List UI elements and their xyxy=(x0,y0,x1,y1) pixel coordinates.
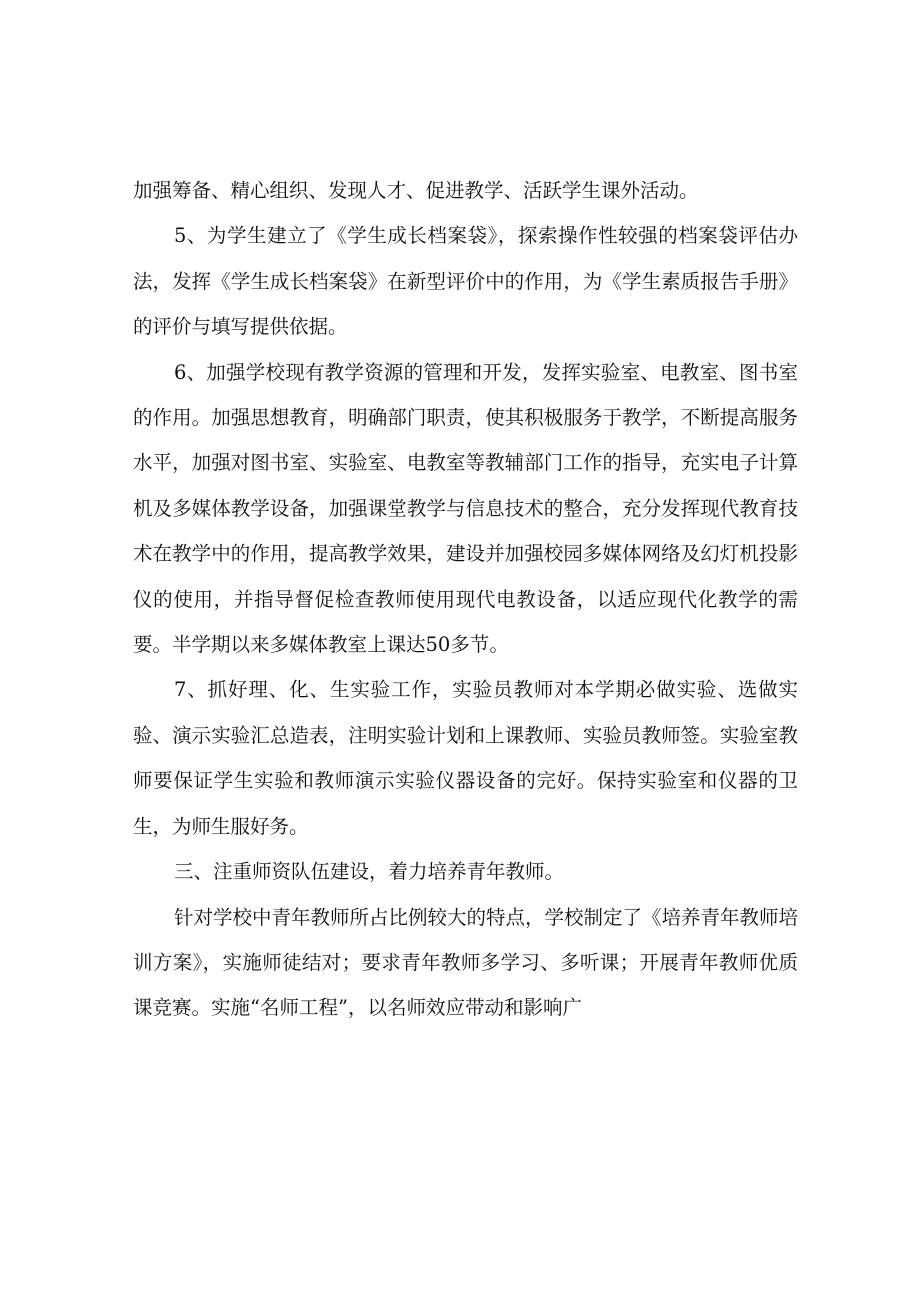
paragraph-item-7: 7、抓好理、化、生实验工作，实验员教师对本学期必做实验、选做实验、演示实验汇总造表，注明实验计划和上课教师、实验员教师签。实验室教师要保证学生实验和教师演示实验仪器设备的完好。保持实验室和仪器的卫生，为师生服好务。 xyxy=(133,678,798,838)
paragraph-continuation: 加强筹备、精心组织、发现人才、促进教学、活跃学生课外活动。 xyxy=(133,179,699,202)
paragraph-teacher-training: 针对学校中青年教师所占比例较大的特点，学校制定了《培养青年教师培训方案》，实施师徒结对；要求青年教师多学习、多听课；开展青年教师优质课竞赛。实施“名师工程”，以名师效应带动和影响广 xyxy=(133,905,798,1020)
paragraph-item-6: 6、加强学校现有教学资源的管理和开发，发挥实验室、电教室、图书室的作用。加强思想教育，明确部门职责，使其积极服务于教学，不断提高服务水平，加强对图书室、实验室、电教室等教辅部门工作的指导，充实电子计算机及多媒体教学设备，加强课堂教学与信息技术的整合，充分发挥现代教育技术在教学中的作用，提高教学效果，建设并加强校园多媒体网络及幻灯机投影仪的使用，并指导督促检查教师使用现代电教设备，以适应现代化教学的需要。半学期以来多媒体教室上课达50多节。 xyxy=(133,360,798,657)
document-body xyxy=(133,168,798,1031)
section-heading-3: 三、注重师资队伍建设，着力培养青年教师。 xyxy=(173,860,564,884)
paragraph-item-5: 5、为学生建立了《学生成长档案袋》，探索操作性较强的档案袋评估办法，发挥《学生成长档案袋》在新型评价中的作用，为《学生素质报告手册》的评价与填写提供依据。 xyxy=(133,224,798,339)
